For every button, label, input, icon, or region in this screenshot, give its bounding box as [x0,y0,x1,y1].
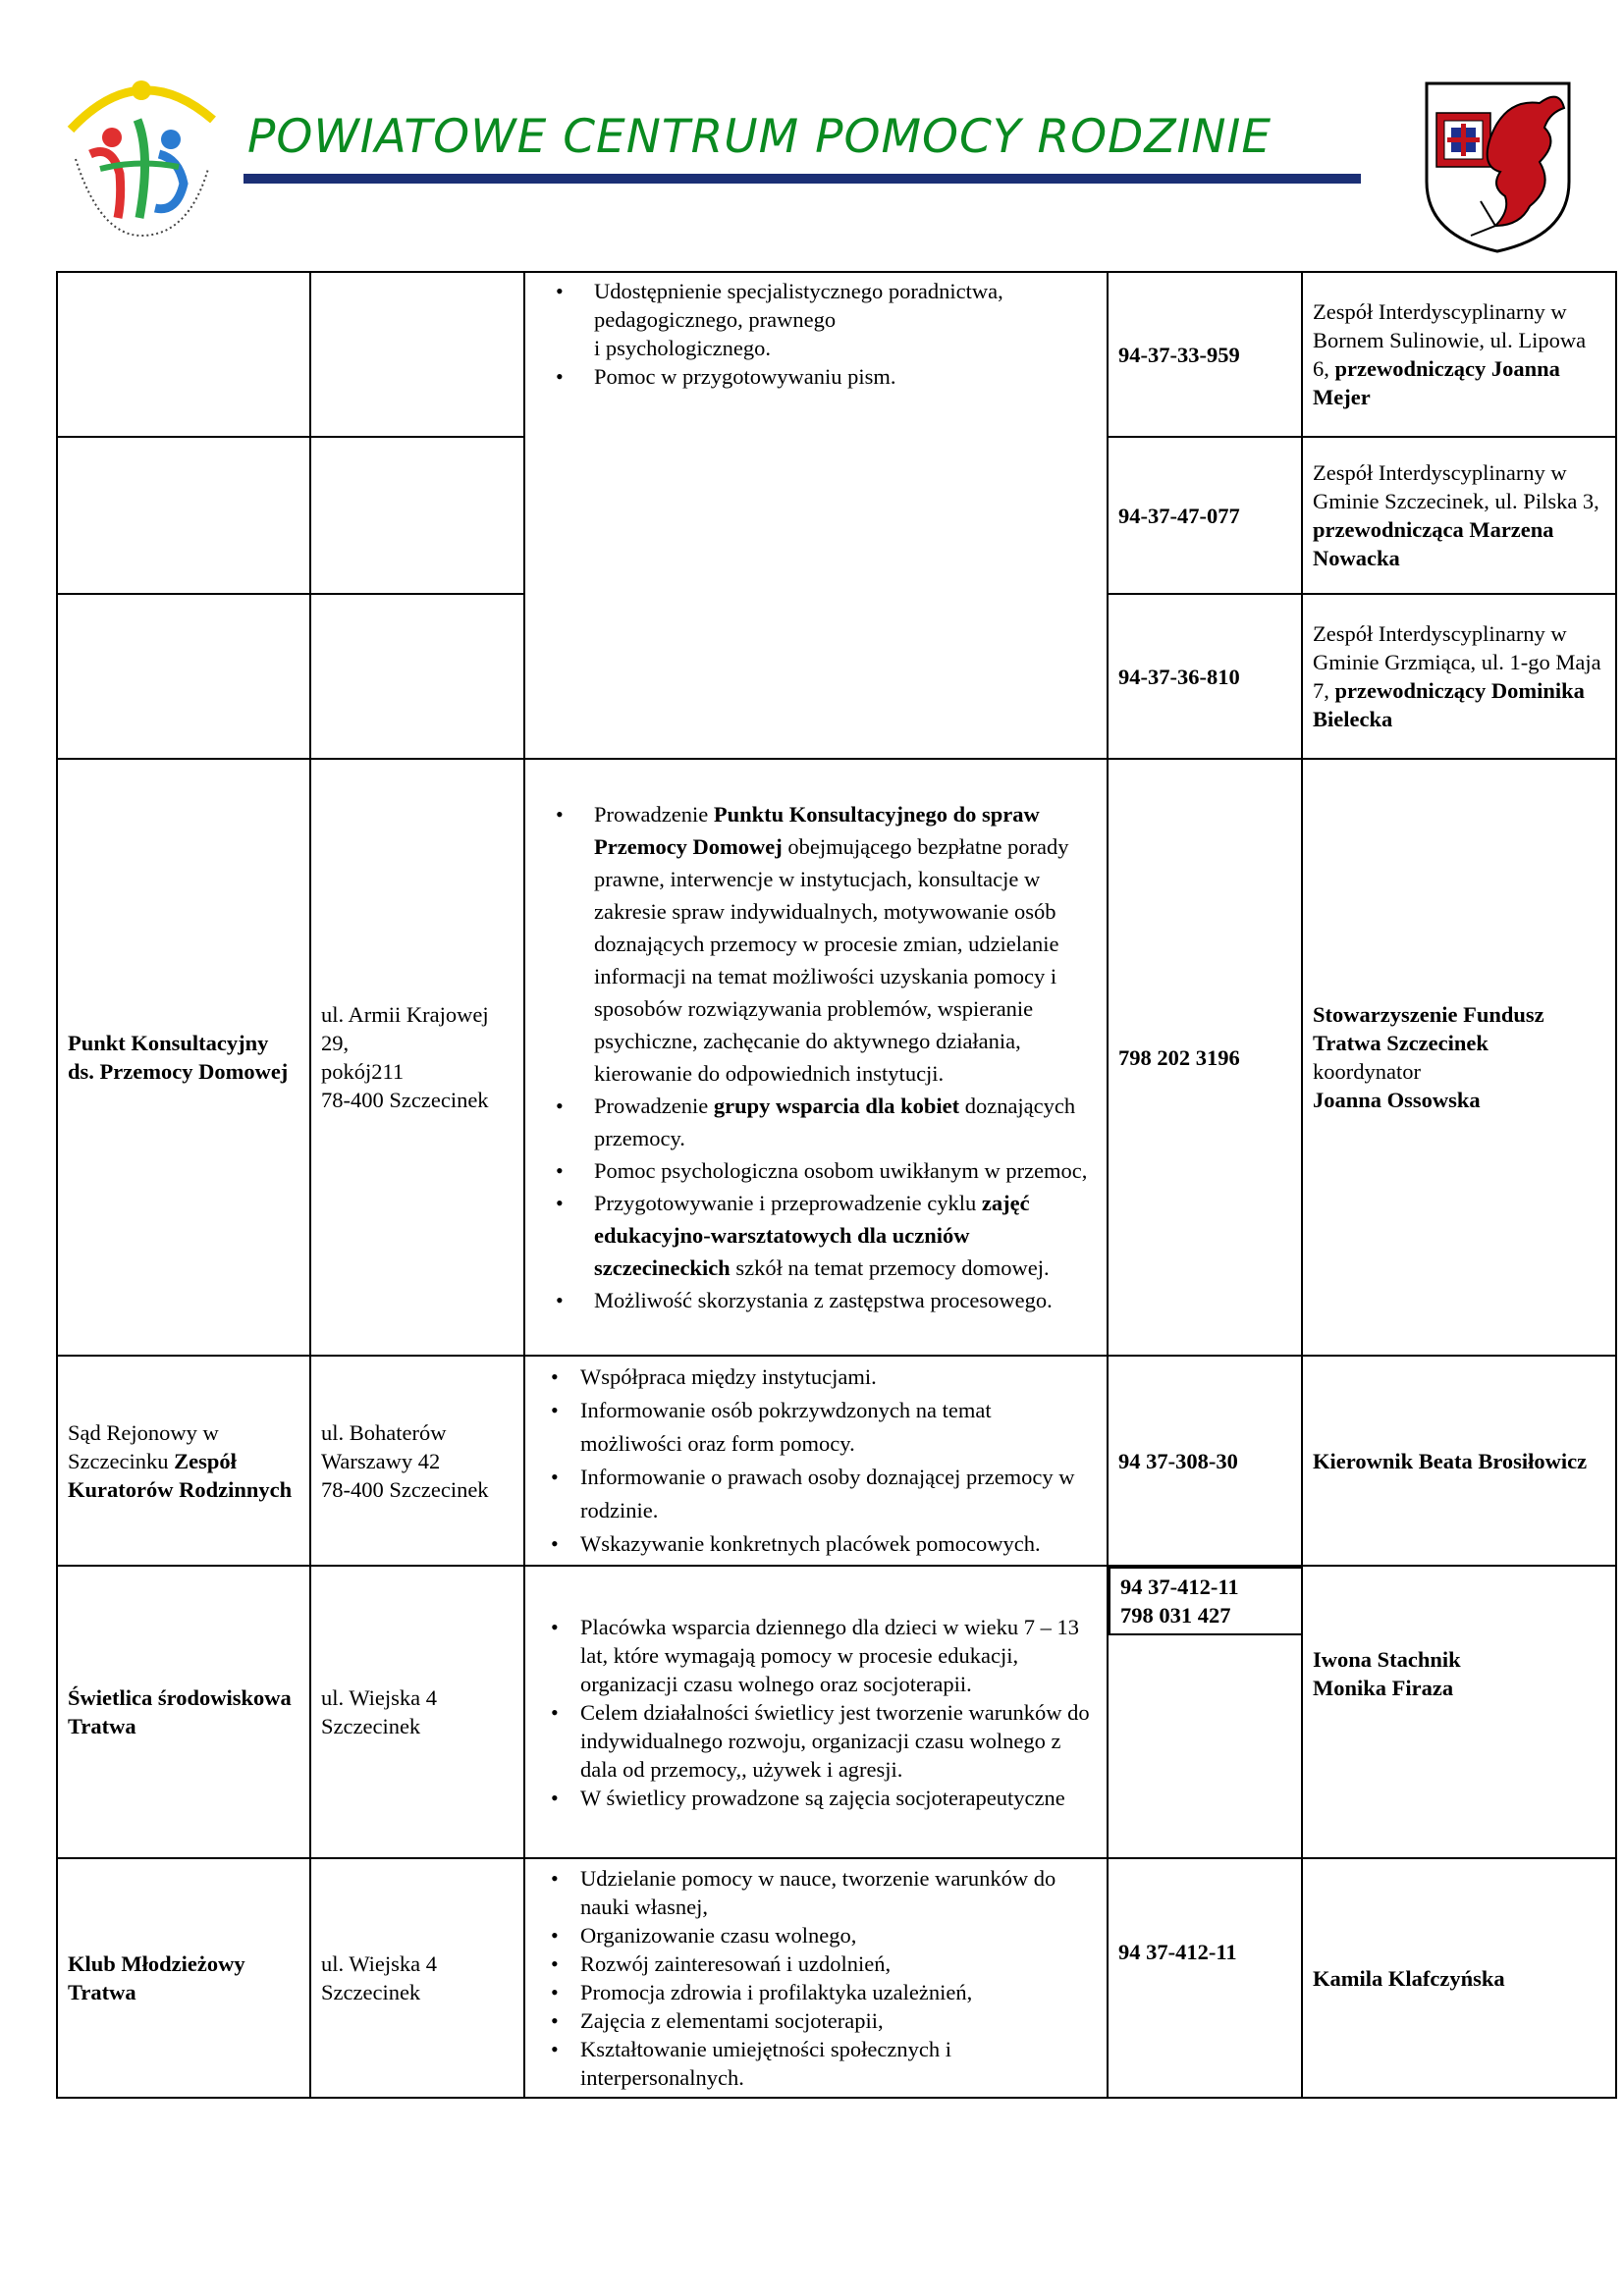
cell-services [524,1356,1108,1566]
list-item: • Udzielanie pomocy w nauce, tworzenie warunków do nauki własnej, [580,1864,1097,1921]
cell-contact: Zespół Interdyscyplinarny w Bornem Sulinowie, ul. Lipowa 6, przewodniczący Joanna Mejer [1302,272,1616,437]
table-row [57,759,1616,1356]
page-header [0,0,1624,265]
list-item: • Pomoc w przygotowywaniu pism. [594,362,1097,391]
cell-address-empty [310,594,524,759]
list-item: • Współpraca między instytucjami. [580,1361,1097,1394]
cell-phone: 94 37-308-30 [1108,1356,1302,1566]
list-item: • Udostępnienie specjalistycznego poradnictwa, pedagogicznego, prawnego i psychologicznego. [594,277,1097,362]
table-row [57,1858,1616,2098]
cell-address: ul. Armii Krajowej 29, pokój211 78-400 Szczecinek [310,759,524,1356]
cell-name-empty [57,272,310,437]
list-item: • Informowanie o prawach osoby doznającej przemocy w rodzinie. [580,1461,1097,1527]
cell-name-empty [57,437,310,594]
list-item: • Przygotowywanie i przeprowadzenie cyklu zajęć edukacyjno-warsztatowych dla uczniów szczecineckich szkół na temat przemocy domowej. [594,1187,1097,1284]
cell-phone: 94-37-47-077 [1108,437,1302,594]
list-item: • Prowadzenie Punktu Konsultacyjnego do spraw Przemocy Domowej obejmującego bezpłatne porady prawne, interwencje w instytucjach, konsultacje w zakresie spraw indywidualnych, motywowanie osób doznających przemocy w procesie zmian, udzielanie informacji na temat możliwości uzyskania pomocy i sposobów rozwiązywania problemów, wspieranie psychiczne, zachęcanie do aktywnego działania, kierowanie do odpowiednich instytucji. [594,798,1097,1090]
table-row [57,1566,1616,1858]
services-table [56,271,1617,2099]
cell-address-empty [310,437,524,594]
list-item: • Organizowanie czasu wolnego, [580,1921,1097,1949]
cell-contact: Zespół Interdyscyplinarny w Gminie Szczecinek, ul. Pilska 3, przewodnicząca Marzena Nowacka [1302,437,1616,594]
cell-services [524,759,1108,1356]
cell-name-empty [57,594,310,759]
title-underline [244,174,1361,184]
cell-address-empty [310,272,524,437]
cell-phone: 798 202 3196 [1108,759,1302,1356]
list-item: • Placówka wsparcia dziennego dla dzieci w wieku 7 – 13 lat, które wymagają pomocy w procesie edukacji, organizacji czasu wolnego oraz socjoterapii. [580,1613,1097,1698]
list-item: • Celem działalności świetlicy jest tworzenie warunków do indywidualnego rozwoju, organizacji czasu wolnego z dala od przemocy,, używek i agresji. [580,1698,1097,1784]
list-item: • Rozwój zainteresowań i uzdolnień, [580,1949,1097,1978]
cell-services [524,272,1108,759]
cell-services [524,1858,1108,2098]
cell-phone: 94-37-33-959 [1108,272,1302,437]
list-item: • Zajęcia z elementami socjoterapii, [580,2006,1097,2035]
pcpr-logo [61,61,223,242]
county-crest-icon [1422,79,1574,255]
cell-phone: 94-37-36-810 [1108,594,1302,759]
cell-name: Klub Młodzieżowy Tratwa [57,1858,310,2098]
cell-contact: Iwona Stachnik Monika Firaza [1302,1566,1616,1858]
list-item: • Kształtowanie umiejętności społecznych i interpersonalnych. [580,2035,1097,2092]
list-item: • Pomoc psychologiczna osobom uwikłanym w przemoc, [594,1154,1097,1187]
cell-contact: Kamila Klafczyńska [1302,1858,1616,2098]
cell-phone: 94 37-412-11 798 031 427 [1109,1567,1303,1635]
table-row [57,272,1616,437]
list-item: • Prowadzenie grupy wsparcia dla kobiet doznających przemocy. [594,1090,1097,1154]
list-item: • Promocja zdrowia i profilaktyka uzależnień, [580,1978,1097,2006]
table-row [57,1356,1616,1566]
cell-contact: Zespół Interdyscyplinarny w Gminie Grzmiąca, ul. 1-go Maja 7, przewodniczący Dominika Bielecka [1302,594,1616,759]
cell-name: Świetlica środowiskowa Tratwa [57,1566,310,1858]
cell-phone: 94 37-412-11 [1108,1858,1302,2098]
org-title: POWIATOWE CENTRUM POMOCY RODZINIE [247,110,1272,164]
cell-name: Punkt Konsultacyjny ds. Przemocy Domowej [57,759,310,1356]
cell-services [524,1566,1108,1858]
cell-address: ul. Wiejska 4 Szczecinek [310,1858,524,2098]
cell-contact: Stowarzyszenie Fundusz Tratwa Szczecinek koordynator Joanna Ossowska [1302,759,1616,1356]
list-item: • Możliwość skorzystania z zastępstwa procesowego. [594,1284,1097,1316]
cell-name: Sąd Rejonowy w Szczecinku Zespół Kuratorów Rodzinnych [57,1356,310,1566]
list-item: • W świetlicy prowadzone są zajęcia socjoterapeutyczne [580,1784,1097,1812]
list-item: • Wskazywanie konkretnych placówek pomocowych. [580,1527,1097,1561]
cell-contact: Kierownik Beata Brosiłowicz [1302,1356,1616,1566]
cell-address: ul. Bohaterów Warszawy 42 78-400 Szczecinek [310,1356,524,1566]
cell-address: ul. Wiejska 4 Szczecinek [310,1566,524,1858]
list-item: • Informowanie osób pokrzywdzonych na temat możliwości oraz form pomocy. [580,1394,1097,1461]
